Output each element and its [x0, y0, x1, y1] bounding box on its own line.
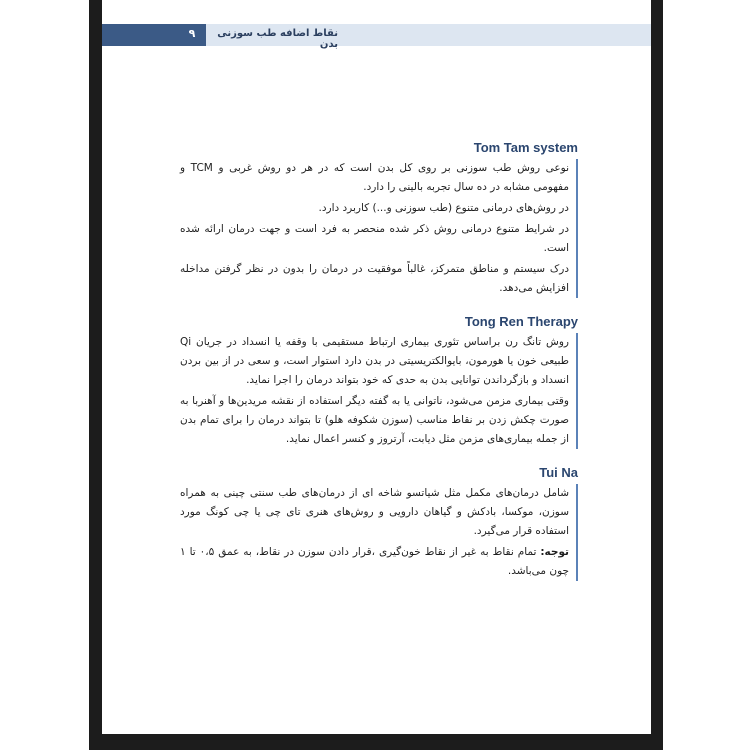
document-page: [102, 0, 651, 734]
section-tom-tam-body: [180, 159, 578, 298]
page-number-box: [102, 24, 206, 46]
paragraph: شامل درمان‌های مکمل مثل شیاتسو شاخه ای از درمان‌های طب سنتی چینی به همراه سوزن، موکسا، بادکش و گیاهان دارویی و روش‌های هنری تای چی یا چی کونگ مورد استفاده قرار می‌گیرد.: [180, 487, 569, 537]
section-tong-ren-body: [180, 333, 578, 449]
section-title-tui-na: Tui Na: [539, 465, 578, 480]
paragraph: روش تانگ رن براساس تئوری بیماری ارتباط مستقیمی با وقفه یا انسداد در جریان Qi طبیعی خون یا هورمون، بایوالکتریسیتی در بدن دارد استوار است، و سعی در از بین بردن انسداد و بازگرداندن توانایی بدن به حدی که خود بتواند درمان را اجرا نماید.: [180, 336, 569, 386]
section-title-tong-ren: Tong Ren Therapy: [464, 314, 578, 329]
page-header: [102, 24, 651, 50]
paragraph: در شرایط متنوع درمانی روش ذکر شده منحصر به فرد است و جهت درمان ارائه شده است.: [180, 223, 569, 254]
note-label: توجه:: [540, 546, 569, 558]
paragraph: نوعی روش طب سوزنی بر روی کل بدن است که در هر دو روش غربی و TCM و مفهومی مشابه در ده سال تجربه بالینی را دارد.: [180, 162, 569, 193]
section-tui-na-body: [180, 484, 578, 581]
page-number: ۹: [188, 27, 196, 40]
paragraph: در روش‌های درمانی متنوع (طب سوزنی و...) کاربرد دارد.: [318, 202, 569, 214]
note-text: تمام نقاط به غیر از نقاط خون‌گیری ،قرار دادن سوزن در نقاط، به عمق ۰،۵ تا ۱ چون می‌باشد.: [180, 546, 569, 577]
header-title: نقاط اضافه طب سوزنی بدن: [217, 28, 338, 50]
section-title-tom-tam: Tom Tam system: [473, 140, 578, 155]
page-content: [180, 140, 578, 583]
paragraph: درک سیستم و مناطق متمرکز، غالباً موفقیت در درمان را بدون در نظر گرفتن مداخله افزایش می‌دهد.: [180, 263, 569, 294]
note-paragraph: [180, 543, 569, 581]
paragraph: وقتی بیماری مزمن می‌شود، ناتوانی یا به گفته دیگر استفاده از نقشه مریدین‌ها و آهنربا به صورت چکش زدن بر نقاط مناسب (سوزن شکوفه هلو) تا بتواند درمان را برای تمام بدن از جمله بیماری‌های مزمن مثل دیابت، آرتروز و کنسر اعمال نماید.: [180, 395, 569, 445]
